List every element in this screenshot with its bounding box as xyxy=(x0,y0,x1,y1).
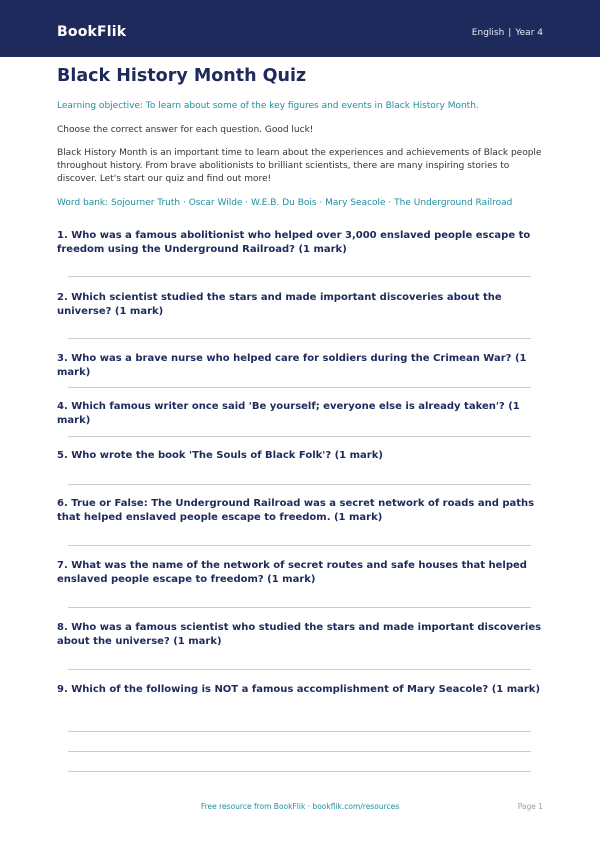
footer-text: Free resource from BookFlik · bookflik.com/resources xyxy=(200,802,400,811)
subject-label: English xyxy=(471,28,505,38)
answer-line-4[interactable] xyxy=(68,436,531,437)
question-1: 1. Who was a famous abolitionist who helped over 3,000 enslaved people escape to freedom using the Underground Railroad? (1 mark) xyxy=(57,230,531,255)
instructions-text: Choose the correct answer for each question. Good luck! xyxy=(57,125,314,135)
answer-line-1[interactable] xyxy=(68,276,531,277)
answer-line-9a[interactable] xyxy=(68,731,531,732)
learning-objective: Learning objective: To learn about some of the key figures and events in Black History Month. xyxy=(57,101,479,111)
answer-line-9c[interactable] xyxy=(68,771,531,772)
brand-logo-text: BookFlik xyxy=(57,24,127,40)
question-2: 2. Which scientist studied the stars and made important discoveries about the universe? (1 mark) xyxy=(57,292,502,317)
answer-line-7[interactable] xyxy=(68,607,531,608)
meta-separator: | xyxy=(508,28,512,38)
word-bank: Word bank: Sojourner Truth · Oscar Wilde · W.E.B. Du Bois · Mary Seacole · The Underground Railroad xyxy=(57,198,513,208)
answer-line-5[interactable] xyxy=(68,484,531,485)
answer-line-8[interactable] xyxy=(68,669,531,670)
header-meta xyxy=(472,28,543,38)
answer-line-2[interactable] xyxy=(68,338,531,339)
answer-line-6[interactable] xyxy=(68,545,531,546)
question-7: 7. What was the name of the network of secret routes and safe houses that helped enslaved people escape to freedom? (1 mark) xyxy=(57,560,527,585)
year-label: Year 4 xyxy=(515,28,543,38)
question-6: 6. True or False: The Underground Railroad was a secret network of roads and paths that helped enslaved people escape to freedom. (1 mark) xyxy=(57,498,535,523)
intro-paragraph: Black History Month is an important time to learn about the experiences and achievements of Black people throughout history. From brave abolitionists to brilliant scientists, there are many inspiring stories to discover. Let's start our quiz and find out more! xyxy=(57,148,542,184)
question-9: 9. Which of the following is NOT a famous accomplishment of Mary Seacole? (1 mark) xyxy=(57,684,541,695)
question-8: 8. Who was a famous scientist who studied the stars and made important discoveries about the universe? (1 mark) xyxy=(57,622,542,647)
question-4: 4. Which famous writer once said 'Be yourself; everyone else is already taken'? (1 mark) xyxy=(57,401,520,426)
page-header xyxy=(0,0,600,57)
question-3: 3. Who was a brave nurse who helped care for soldiers during the Crimean War? (1 mark) xyxy=(57,353,527,378)
page-title: Black History Month Quiz xyxy=(57,66,307,86)
answer-line-9b[interactable] xyxy=(68,751,531,752)
question-5: 5. Who wrote the book 'The Souls of Black Folk'? (1 mark) xyxy=(57,450,383,461)
answer-line-3[interactable] xyxy=(68,387,531,388)
page-number: Page 1 xyxy=(517,802,543,811)
